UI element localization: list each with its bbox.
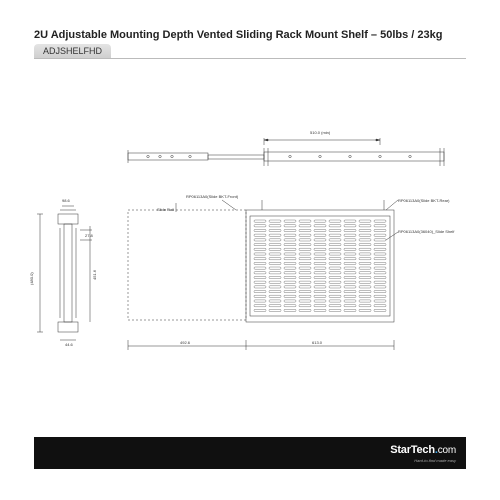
vent-slot	[299, 248, 311, 250]
vent-slot	[314, 286, 326, 288]
vent-slot	[284, 305, 296, 307]
vent-slot	[359, 281, 371, 283]
brand-tagline: Hard-to-find made easy	[414, 458, 456, 463]
vent-slot	[344, 286, 356, 288]
vent-slot	[359, 286, 371, 288]
vent-slot	[374, 234, 386, 236]
vent-slot	[314, 300, 326, 302]
side-view	[37, 206, 92, 340]
vent-slot	[344, 220, 356, 222]
vent-slot	[284, 229, 296, 231]
plan-shelf	[128, 200, 398, 350]
vent-slot	[314, 305, 326, 307]
vent-slot	[299, 244, 311, 246]
vent-slot	[284, 272, 296, 274]
dim-side-height-outer: (480.0)	[29, 272, 34, 285]
vent-slot	[329, 291, 341, 293]
vent-slot	[299, 300, 311, 302]
vent-slot	[269, 229, 281, 231]
vent-slot	[299, 258, 311, 260]
vent-slot	[374, 225, 386, 227]
vent-slot	[254, 295, 266, 297]
vent-slot	[299, 272, 311, 274]
vent-slot	[284, 225, 296, 227]
vent-slot	[269, 225, 281, 227]
vent-slot	[329, 305, 341, 307]
vent-slot	[254, 300, 266, 302]
vent-slot	[254, 244, 266, 246]
vent-slot	[299, 229, 311, 231]
vent-slot	[299, 276, 311, 278]
vent-slot	[314, 244, 326, 246]
vent-slot	[269, 258, 281, 260]
vent-slot	[269, 234, 281, 236]
vent-slot	[374, 300, 386, 302]
vent-slot	[314, 295, 326, 297]
vent-slot	[344, 291, 356, 293]
vent-slot	[299, 309, 311, 311]
vent-slot	[374, 305, 386, 307]
vent-slot	[344, 295, 356, 297]
vent-slot	[254, 225, 266, 227]
vent-slot	[344, 239, 356, 241]
vent-slot	[344, 262, 356, 264]
vent-slot	[254, 229, 266, 231]
vent-slot	[269, 253, 281, 255]
vent-slot	[299, 295, 311, 297]
vent-slot	[344, 229, 356, 231]
vent-slot	[299, 225, 311, 227]
vent-slot	[269, 305, 281, 307]
label-front-bracket: RP06113A0(Slide BKT-Front)	[186, 194, 239, 199]
vent-slot	[284, 281, 296, 283]
vent-slot	[314, 239, 326, 241]
vent-slot	[329, 295, 341, 297]
vent-slot	[359, 276, 371, 278]
vent-slot	[329, 267, 341, 269]
vent-slot	[299, 267, 311, 269]
vent-slot	[344, 305, 356, 307]
startech-logo[interactable]	[390, 444, 456, 456]
vent-slot	[344, 258, 356, 260]
vent-slot	[299, 234, 311, 236]
vent-slot	[329, 239, 341, 241]
label-slide-rail: Slide Rail	[157, 207, 174, 212]
vent-slot	[269, 291, 281, 293]
vent-slot	[269, 295, 281, 297]
vent-slot	[254, 276, 266, 278]
vent-slot	[329, 253, 341, 255]
vent-slot	[299, 286, 311, 288]
dim-bottom-right: 613.0	[312, 340, 323, 345]
vent-slot	[254, 220, 266, 222]
vent-slot	[254, 248, 266, 250]
vent-slot	[374, 286, 386, 288]
vent-slot	[374, 220, 386, 222]
vent-slot	[344, 234, 356, 236]
vent-slot	[299, 262, 311, 264]
vent-slot	[374, 262, 386, 264]
vent-slot	[329, 272, 341, 274]
vent-slot	[269, 267, 281, 269]
vent-slot	[359, 272, 371, 274]
vent-slot	[359, 309, 371, 311]
vent-slot	[329, 286, 341, 288]
vent-slot	[344, 248, 356, 250]
vent-slot	[359, 258, 371, 260]
vent-slot	[254, 286, 266, 288]
vent-slot	[344, 267, 356, 269]
vent-slot	[359, 248, 371, 250]
vent-slot	[344, 253, 356, 255]
vent-slot	[359, 267, 371, 269]
vent-slot	[314, 281, 326, 283]
vent-slot	[254, 291, 266, 293]
vent-slot	[284, 300, 296, 302]
vent-slot	[344, 281, 356, 283]
vent-slot	[254, 281, 266, 283]
vent-slot	[284, 239, 296, 241]
vent-slot	[374, 309, 386, 311]
plan-rail	[128, 210, 246, 320]
vent-slot	[329, 248, 341, 250]
top-rail	[128, 138, 444, 166]
vent-slot	[269, 286, 281, 288]
vent-slot	[299, 220, 311, 222]
dim-side-width: 98.6	[62, 198, 70, 203]
vent-slot	[359, 291, 371, 293]
vent-slot	[329, 220, 341, 222]
vent-slot	[344, 300, 356, 302]
vent-slot	[269, 276, 281, 278]
dim-bottom-left: 492.6	[180, 340, 191, 345]
vent-slot	[314, 258, 326, 260]
vent-slot	[314, 248, 326, 250]
sku-tab: ADJSHELFHD	[34, 44, 111, 58]
vent-slot	[314, 234, 326, 236]
page-title: 2U Adjustable Mounting Depth Vented Sliding Rack Mount Shelf – 50lbs / 23kg	[34, 29, 443, 41]
vent-slot	[359, 295, 371, 297]
vent-slot	[269, 300, 281, 302]
label-slide-shelf: RP06113A0(36040)_Slide Shelf	[398, 229, 455, 234]
shelf-vents	[254, 220, 386, 312]
vent-slot	[254, 258, 266, 260]
vent-slot	[359, 244, 371, 246]
vent-slot	[254, 262, 266, 264]
vent-slot	[359, 253, 371, 255]
vent-slot	[254, 239, 266, 241]
vent-slot	[284, 258, 296, 260]
vent-slot	[344, 225, 356, 227]
vent-slot	[374, 272, 386, 274]
vent-slot	[284, 262, 296, 264]
dim-side-height-inner: 451.6	[92, 269, 97, 280]
dim-side-depth: 27.8	[85, 233, 93, 238]
vent-slot	[359, 305, 371, 307]
vent-slot	[314, 262, 326, 264]
vent-slot	[374, 267, 386, 269]
vent-slot	[269, 281, 281, 283]
vent-slot	[269, 272, 281, 274]
vent-slot	[314, 267, 326, 269]
vent-slot	[254, 267, 266, 269]
vent-slot	[284, 267, 296, 269]
vent-slot	[344, 272, 356, 274]
vent-slot	[284, 291, 296, 293]
vent-slot	[374, 258, 386, 260]
vent-slot	[359, 225, 371, 227]
vent-slot	[314, 291, 326, 293]
vent-slot	[359, 220, 371, 222]
dim-side-bottom: 44.6	[65, 342, 73, 347]
vent-slot	[329, 244, 341, 246]
vent-slot	[314, 253, 326, 255]
vent-slot	[374, 253, 386, 255]
vent-slot	[284, 244, 296, 246]
vent-slot	[344, 309, 356, 311]
vent-slot	[254, 309, 266, 311]
vent-slot	[269, 239, 281, 241]
vent-slot	[269, 244, 281, 246]
vent-slot	[299, 305, 311, 307]
vent-slot	[344, 244, 356, 246]
brand-main: StarTech	[390, 444, 435, 456]
vent-slot	[314, 225, 326, 227]
footer-bar	[34, 437, 466, 469]
vent-slot	[374, 239, 386, 241]
vent-slot	[299, 239, 311, 241]
vent-slot	[284, 234, 296, 236]
vent-slot	[374, 281, 386, 283]
vent-slot	[329, 309, 341, 311]
vent-slot	[284, 253, 296, 255]
vent-slot	[254, 234, 266, 236]
vent-slot	[374, 244, 386, 246]
vent-slot	[254, 305, 266, 307]
vent-slot	[359, 262, 371, 264]
vent-slot	[314, 309, 326, 311]
label-rear-bracket: RP06113A0(Slide BKT-Rear)	[398, 198, 450, 203]
vent-slot	[359, 239, 371, 241]
vent-slot	[329, 300, 341, 302]
vent-slot	[329, 262, 341, 264]
vent-slot	[254, 253, 266, 255]
brand-com: com	[437, 445, 456, 456]
vent-slot	[374, 295, 386, 297]
vent-slot	[374, 248, 386, 250]
vent-slot	[374, 291, 386, 293]
vent-slot	[269, 220, 281, 222]
vent-slot	[329, 281, 341, 283]
vent-slot	[299, 281, 311, 283]
vent-slot	[314, 276, 326, 278]
vent-slot	[284, 276, 296, 278]
dim-top: 510.0 (min)	[310, 130, 331, 135]
vent-slot	[329, 234, 341, 236]
vent-slot	[359, 234, 371, 236]
vent-slot	[284, 295, 296, 297]
vent-slot	[284, 309, 296, 311]
vent-slot	[269, 248, 281, 250]
vent-slot	[344, 276, 356, 278]
vent-slot	[299, 291, 311, 293]
vent-slot	[269, 262, 281, 264]
vent-slot	[314, 220, 326, 222]
vent-slot	[374, 276, 386, 278]
vent-slot	[359, 229, 371, 231]
vent-slot	[284, 220, 296, 222]
vent-slot	[359, 300, 371, 302]
vent-slot	[329, 258, 341, 260]
vent-slot	[254, 272, 266, 274]
vent-slot	[284, 286, 296, 288]
vent-slot	[374, 229, 386, 231]
vent-slot	[269, 309, 281, 311]
vent-slot	[329, 229, 341, 231]
vent-slot	[329, 225, 341, 227]
vent-slot	[284, 248, 296, 250]
vent-slot	[314, 229, 326, 231]
vent-slot	[299, 253, 311, 255]
vent-slot	[314, 272, 326, 274]
brand-dot: .	[434, 444, 438, 456]
vent-slot	[329, 276, 341, 278]
